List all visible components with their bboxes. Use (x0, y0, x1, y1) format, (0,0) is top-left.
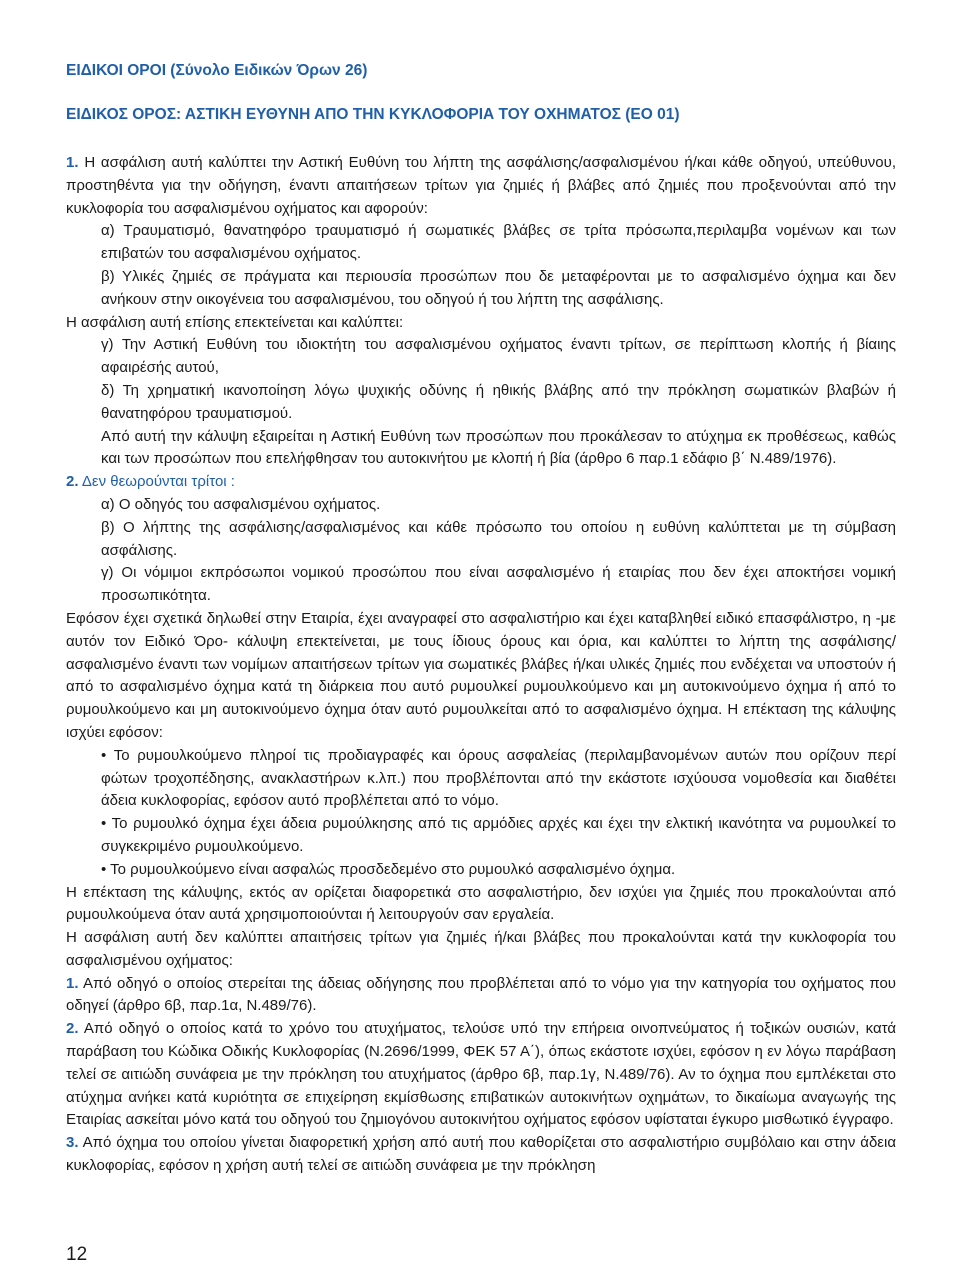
section-title: ΕΙΔΙΚΟΣ ΟΡΟΣ: ΑΣΤΙΚΗ ΕΥΘΥΝΗ ΑΠΟ ΤΗΝ ΚΥΚΛΟΦΟΡΙΑ ΤΟΥ ΟΧΗΜΑΤΟΣ (ΕΟ 01) (66, 106, 680, 123)
towing-extension: Εφόσον έχει σχετικά δηλωθεί στην Εταιρία, έχει αναγραφεί στο ασφαλιστήριο και έχει καταβληθεί ειδικό επασφάλιστρο, η -με αυτόν τον Ειδικό Όρο- κάλυψη επεκτείνεται, με τους ίδιους όρους και όρια, και καλύπτει το λήπτη της ασφάλισης/ασφαλισμένο έναντι των νομίμων απαιτήσεων τρίτων για σωματικές βλάβες ή/και υλικές ζημιές που ενδέχεται να υποστούν ή από το ασφαλισμένο όχημα κατά τη διάρκεια που αυτό ρυμουλκεί ρυμουλκούμενο και μη αυτοκινούμενο όχημα ή από το ρυμουλκούμενο και μη αυτοκινούμενο όχημα όταν αυτό ρυμουλκείται από το ασφαλισμένο όχημα. Η επέκταση της κάλυψης ισχύει εφόσον: (66, 609, 896, 741)
exclusion-2 (66, 1018, 896, 1132)
towing-limitation: Η επέκταση της κάλυψης, εκτός αν ορίζεται διαφορετικά στο ασφαλιστήριο, δεν ισχύει για ζημιές που προκαλούνται από ρυμουλκούμενα όταν αυτά χρησιμοποιούνται ή λειτουργούν σαν εργαλεία. (66, 883, 896, 924)
bullet-item: • Το ρυμουλκό όχημα έχει άδεια ρυμούλκησης από τις αρμόδιες αρχές και έχει την ελκτική ικανότητα να ρυμουλκεί το συγκεκριμένο ρυμουλκούμενο. (101, 815, 896, 855)
clause-b: β) Υλικές ζημιές σε πράγματα και περιουσία προσώπων που δε μεταφέρονται με το ασφαλισμένο όχημα και δεν ανήκουν στην οικογένεια του ασφαλισμένου, του οδηγού ή του λήπτη της ασφάλισης. (101, 267, 896, 308)
exclusion-number: 2. (66, 1020, 79, 1038)
third-party-a: α) Ο οδηγός του ασφαλισμένου οχήματος. (101, 495, 381, 513)
exclusion-text: Από αυτή την κάλυψη εξαιρείται η Αστική Ευθύνη των προσώπων που προκάλεσαν το ατύχημα εκ προθέσεως, καθώς και των προσώπων που επελήφθησαν του αυτοκινήτου με κλοπή ή βία (άρθρο 6 παρ.1 εδάφιο β΄ Ν.489/1976). (101, 427, 896, 468)
clause-a: α) Τραυματισμό, θανατηφόρο τραυματισμό ή σωματικές βλάβες σε τρίτα πρόσωπα,περιλαμβα νομένων και των επιβατών του ασφαλισμένου οχήματος. (101, 222, 896, 263)
bullet-item: • Το ρυμουλκούμενο είναι ασφαλώς προσδεδεμένο στο ρυμουλκό ασφαλισμένο όχημα. (101, 860, 676, 878)
clause-c: γ) Την Αστική Ευθύνη του ιδιοκτήτη του ασφαλισμένου οχήματος έναντι τρίτων, σε περίπτωση κλοπής ή βίαιης αφαιρέσής αυτού, (101, 336, 896, 377)
page-number: 12 (66, 1244, 88, 1265)
clause-d: δ) Τη χρηματική ικανοποίηση λόγω ψυχικής οδύνης ή ηθικής βλάβης από την πρόκληση σωματικών βλαβών ή θανατηφόρου τραυματισμού. (101, 381, 896, 422)
paragraph-text: Δεν θεωρούνται τρίτοι : (81, 473, 235, 491)
document-body (66, 152, 896, 1178)
exclusion-1 (66, 973, 896, 1019)
third-party-b: β) Ο λήπτης της ασφάλισης/ασφαλισμένος και κάθε πρόσωπο του οποίου η ευθύνη καλύπτεται με τη σύμβαση ασφάλισης. (101, 518, 896, 559)
bullet-item: • Το ρυμουλκούμενο πληροί τις προδιαγραφές και όρους ασφαλείας (περιλαμβανομένων αυτών που ορίζουν περί φώτων τροχοπέδησης, ανακλαστήρων κ.λπ.) που προβλέπονται από την εκάστοτε ισχύουσα νομοθεσία και διαθέτει άδεια κυκλοφορίας, εφόσον αυτό προβλέπεται από το νόμο. (101, 746, 896, 810)
paragraph-2 (66, 471, 896, 494)
paragraph-1 (66, 152, 896, 220)
page-title: ΕΙΔΙΚΟΙ ΟΡΟΙ (Σύνολο Ειδικών Όρων 26) (66, 62, 368, 79)
exclusions-intro: Η ασφάλιση αυτή δεν καλύπτει απαιτήσεις τρίτων για ζημιές ή/και βλάβες που προκαλούνται κατά την κυκλοφορία του ασφαλισμένου οχήματος: (66, 929, 896, 969)
paragraph-text: Η ασφάλιση αυτή καλύπτει την Αστική Ευθύνη του λήπτη της ασφάλισης/ασφαλισμένου ή/και κάθε οδηγού, υπεύθυνου, προστηθέντα για την οδήγηση, έναντι απαιτήσεων τρίτων για ζημιές ή βλάβες από ζημιές που προξενούνται από την κυκλοφορία του ασφαλισμένου οχήματος και αφορούν: (66, 154, 896, 217)
third-party-c: γ) Οι νόμιμοι εκπρόσωποι νομικού προσώπου που είναι ασφαλισμένο ή εταιρίας που δεν έχει αποκτήσει νομική προσωπικότητα. (101, 564, 896, 605)
paragraph-number: 2. (66, 473, 79, 491)
exclusion-3 (66, 1132, 896, 1178)
paragraph-number: 1. (66, 154, 79, 171)
exclusion-text: Από οδηγό ο οποίος κατά το χρόνο του ατυχήματος, τελούσε υπό την επήρεια οινοπνεύματος ή τοξικών ουσιών, κατά παράβαση του Κώδικα Οδικής Κυκλοφορίας (Ν.2696/1999, ΦΕΚ 57 Α΄), όπως εκάστοτε ισχύει, εφόσον η εν λόγω παράβαση τελεί σε αιτιώδη συνάφεια με την πρόκληση του ατυχήματος (άρθρο 6β, παρ.1γ, Ν.489/76). Αν το όχημα που εμπλέκεται στο ατύχημα ανήκει κατά κυριότητα σε επιχείρηση εκμίσθωσης επιβατικών αυτοκινήτων οχημάτων, το δικαίωμα αναγωγής της Εταιρίας ασκείται μόνο κατά του οδηγού του ζημιογόνου αυτοκινήτου οχήματος εφόσον υφίσταται έγκυρο μισθωτικό έγγραφο. (66, 1020, 897, 1129)
exclusion-text: Από όχημα του οποίου γίνεται διαφορετική χρήση από αυτή που καθορίζεται στο ασφαλιστήριο συμβόλαιο και στην άδεια κυκλοφορίας, εφόσον η χρήση αυτή τελεί σε αιτιώδη συνάφεια με την πρόκληση (66, 1134, 896, 1175)
exclusion-text: Από οδηγό ο οποίος στερείται της άδειας οδήγησης που προβλέπεται από το νόμο για την κατηγορία του οχήματος που οδηγεί (άρθρο 6β, παρ.1α, Ν.489/76). (66, 974, 896, 1015)
exclusion-number: 3. (66, 1134, 79, 1152)
extension-intro: Η ασφάλιση αυτή επίσης επεκτείνεται και καλύπτει: (66, 313, 404, 331)
exclusion-number: 1. (66, 974, 79, 992)
